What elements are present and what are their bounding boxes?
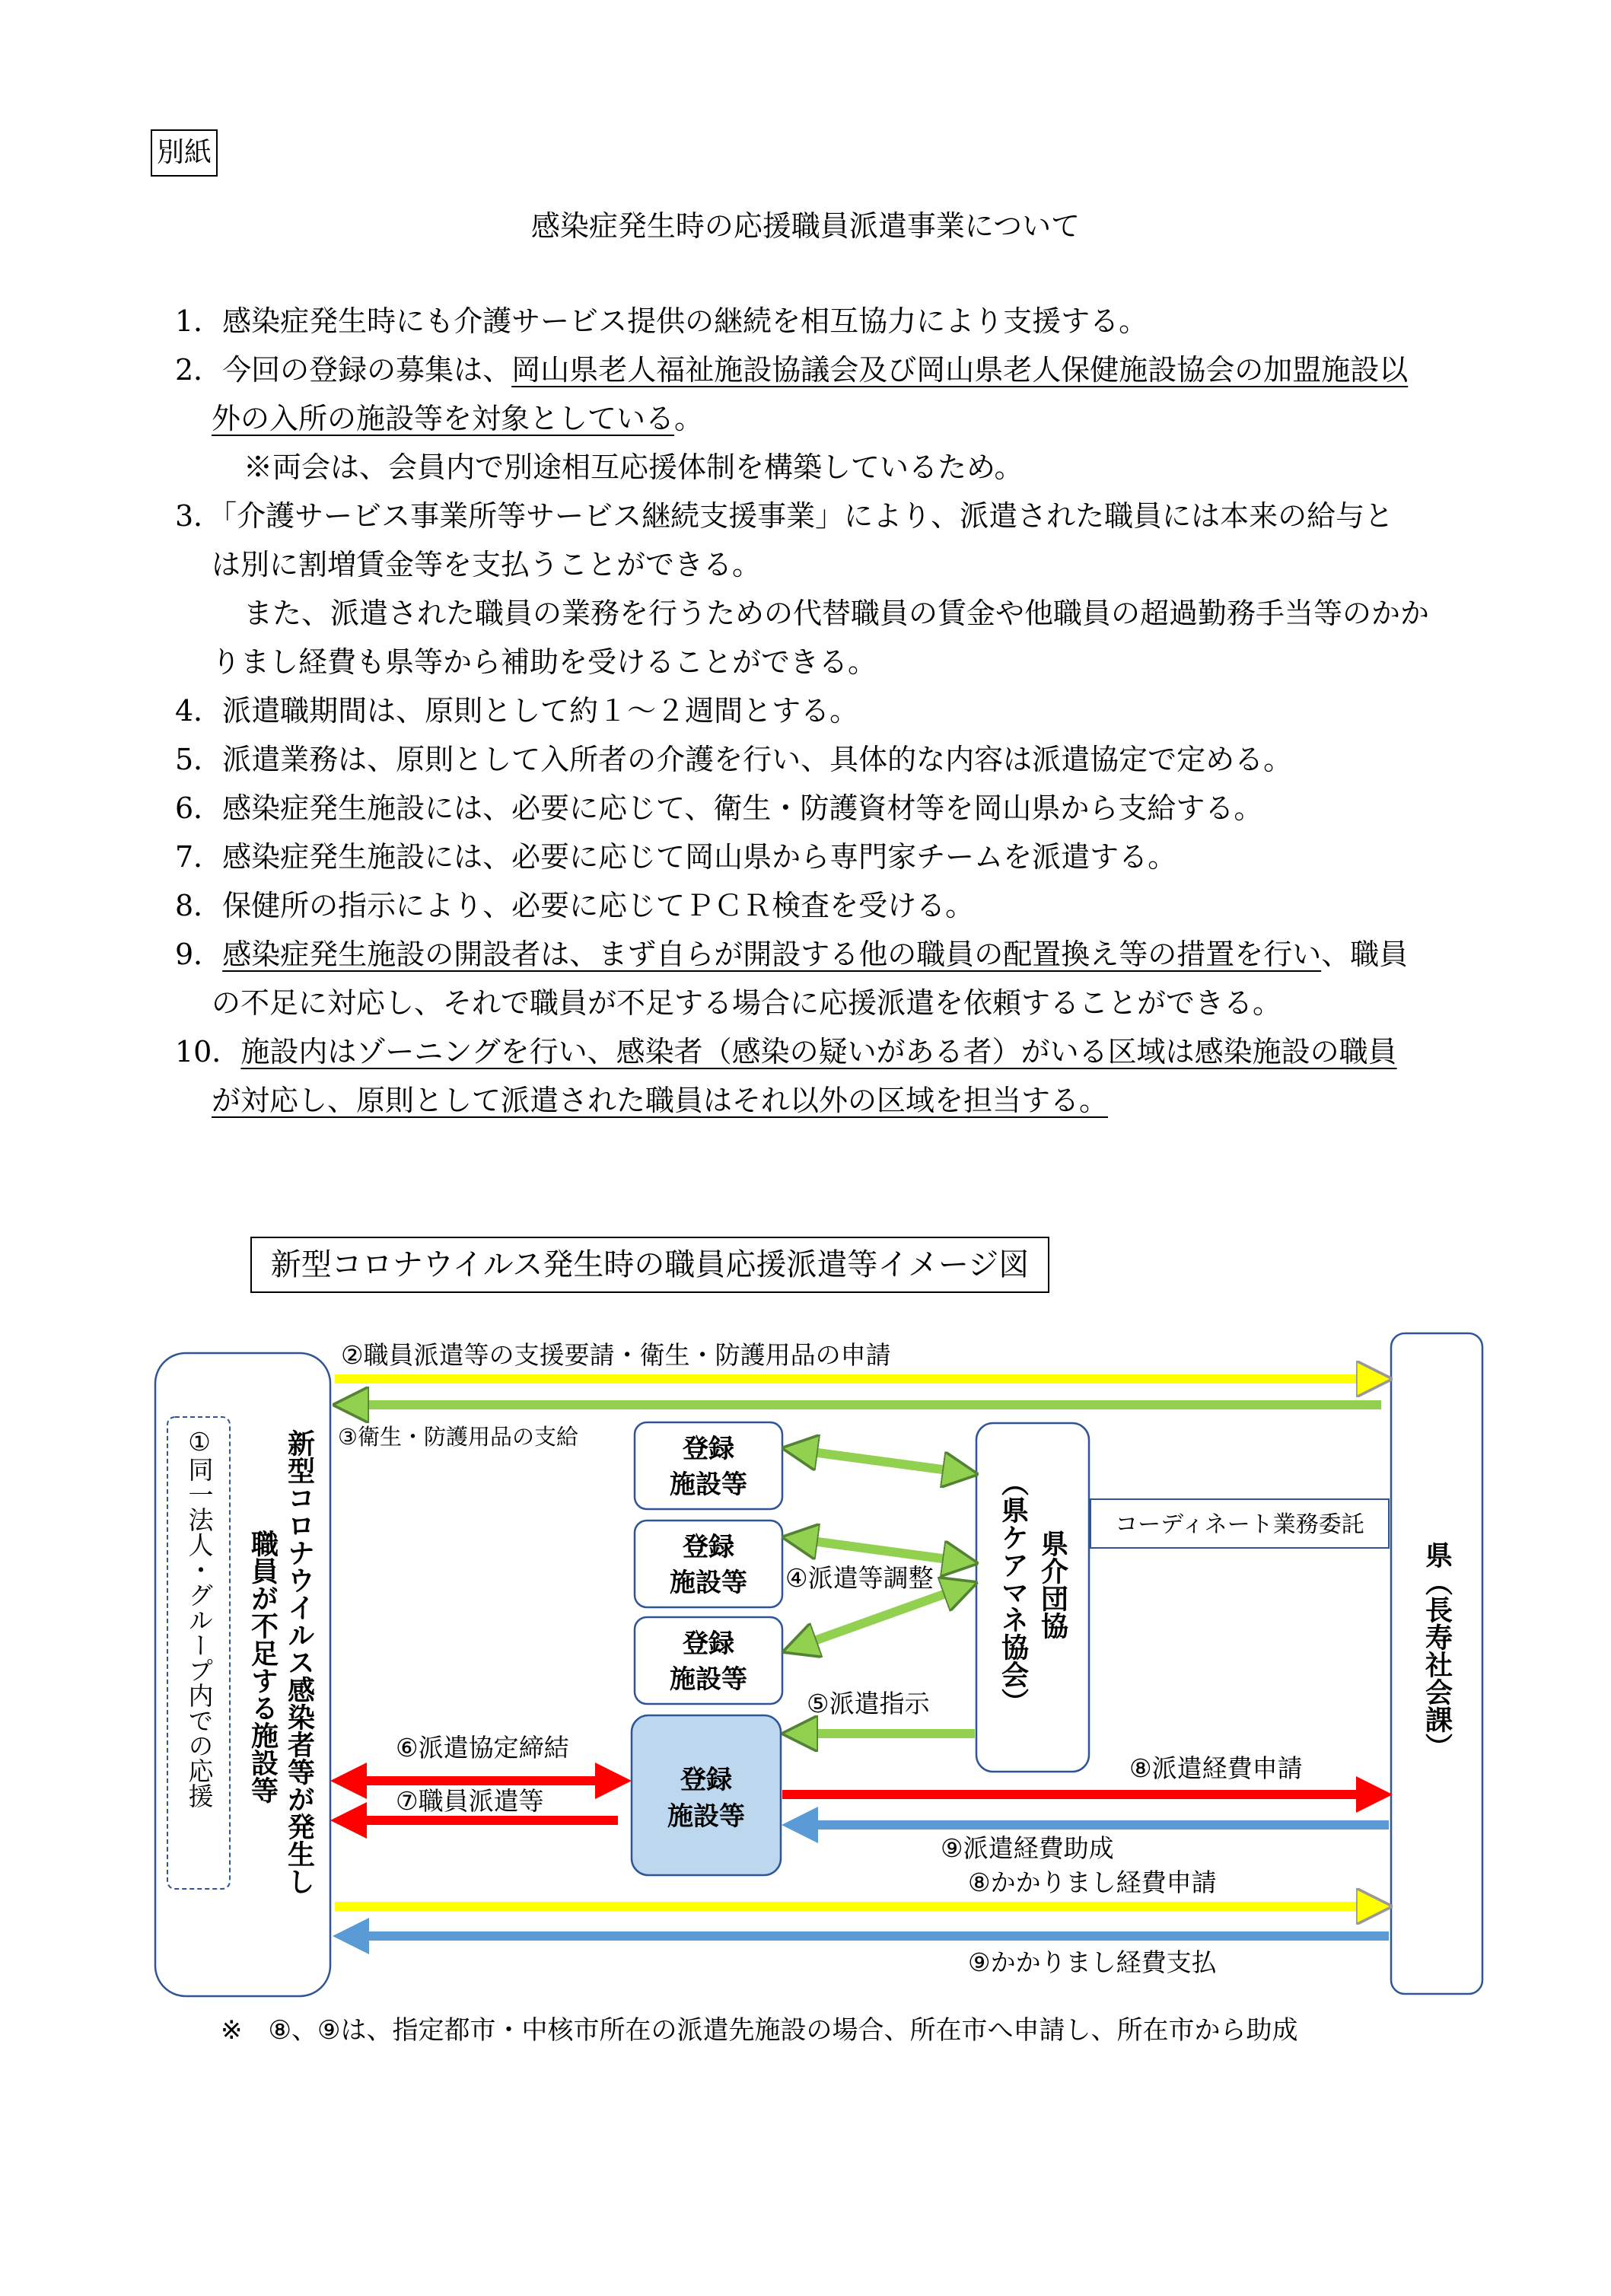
item-text: は別に割増賃金等を支払うことができる。 bbox=[212, 548, 762, 581]
item-text: りまし経費も県等から補助を受けることができる。 bbox=[212, 645, 877, 679]
arrow-4-coord-2 bbox=[795, 1539, 965, 1562]
label-a5: ⑤派遣指示 bbox=[807, 1689, 930, 1718]
reg3-line2: 施設等 bbox=[670, 1664, 747, 1695]
item-text: ※両会は、会員内で別途相互応援体制を構築しているため。 bbox=[244, 451, 1024, 484]
item-text: 2．今回の登録の募集は、 bbox=[175, 353, 512, 387]
item-text: 外の入所の施設等を対象としている bbox=[212, 402, 675, 435]
coordination-label: コーディネート業務委託 bbox=[1115, 1511, 1364, 1538]
registered-facility-dispatch bbox=[632, 1715, 781, 1875]
same-group-text: ①同一法人・グループ内での応援 bbox=[184, 1427, 215, 1808]
label-a9b: ⑨かかりまし経費支払 bbox=[968, 1947, 1217, 1977]
item-text: 6．感染症発生施設には、必要に応じて、衛生・防護資材等を岡山県から支給する。 bbox=[175, 791, 1263, 825]
prefecture-name: 県（長寿社会課） bbox=[1421, 1541, 1453, 1760]
item-text: 10． bbox=[175, 1035, 241, 1068]
reg4-line2: 施設等 bbox=[667, 1801, 745, 1832]
label-a6: ⑥派遣協定締結 bbox=[396, 1733, 569, 1763]
association-sub: （県ケアマネ協会） bbox=[997, 1469, 1029, 1715]
item-text: 1．感染症発生時にも介護サービス提供の継続を相互協力により支援する。 bbox=[175, 304, 1148, 338]
label-a8a: ⑧派遣経費申請 bbox=[1129, 1753, 1303, 1783]
label-a3: ③衛生・防護用品の支給 bbox=[338, 1424, 578, 1450]
association-name: 県介団協 bbox=[1036, 1530, 1068, 1639]
shortage-facility-text-2: 職員が不足する施設等 bbox=[247, 1530, 279, 1804]
reg1-line2: 施設等 bbox=[670, 1470, 747, 1500]
reg2-line1: 登録 bbox=[683, 1532, 734, 1562]
reg4-line1: 登録 bbox=[680, 1765, 732, 1795]
label-a4: ④派遣等調整 bbox=[785, 1563, 934, 1593]
shortage-facility-text-1: 新型コロナウイルス感染者等が発生し bbox=[283, 1429, 315, 1895]
label-a7: ⑦職員派遣等 bbox=[396, 1786, 544, 1816]
item-text: の不足に対応し、それで職員が不足する場合に応援派遣を依頼することができる。 bbox=[212, 986, 1282, 1020]
diagram-title: 新型コロナウイルス発生時の職員応援派遣等イメージ図 bbox=[250, 1237, 1049, 1293]
item-text: 。 bbox=[674, 402, 704, 435]
label-a8b: ⑧かかりまし経費申請 bbox=[968, 1868, 1217, 1897]
attachment-tag: 別紙 bbox=[151, 129, 218, 177]
item-text: 、職員 bbox=[1321, 938, 1409, 971]
item-text: が対応し、原則として派遣された職員はそれ以外の区域を担当する。 bbox=[212, 1084, 1109, 1117]
item-text: 8．保健所の指示により、必要に応じてＰＣＲ検査を受ける。 bbox=[175, 889, 975, 922]
label-a9a: ⑨派遣経費助成 bbox=[941, 1833, 1114, 1863]
item-text: 9． bbox=[175, 938, 223, 971]
reg2-line2: 施設等 bbox=[670, 1568, 747, 1598]
item-text: 施設内はゾーニングを行い、感染者（感染の疑いがある者）がいる区域は感染施設の職員 bbox=[240, 1035, 1397, 1068]
item-text: 5．派遣業務は、原則として入所者の介護を行い、具体的な内容は派遣協定で定める。 bbox=[175, 743, 1293, 776]
label-a2: ②職員派遣等の支援要請・衛生・防護用品の申請 bbox=[341, 1340, 891, 1370]
association-box bbox=[976, 1423, 1089, 1772]
item-text: また、派遣された職員の業務を行うための代替職員の賃金や他職員の超過勤務手当等のかか bbox=[244, 597, 1430, 630]
document-title: 感染症発生時の応援職員派遣事業について bbox=[530, 209, 1081, 243]
item-text: 3．「介護サービス事業所等サービス継続支援事業」により、派遣された職員には本来の給与と bbox=[175, 499, 1394, 533]
item-text: 4．派遣職期間は、原則として約１～２週間とする。 bbox=[175, 694, 859, 728]
reg1-line1: 登録 bbox=[683, 1434, 734, 1464]
reg3-line1: 登録 bbox=[683, 1629, 734, 1659]
item-text: 感染症発生施設の開設者は、まず自らが開設する他の職員の配置換え等の措置を行い bbox=[222, 938, 1322, 971]
arrow-4-coord-3 bbox=[795, 1587, 965, 1648]
arrow-4-coord-1 bbox=[795, 1450, 965, 1473]
diagram-footnote: ※ ⑧、⑨は、指定都市・中核市所在の派遣先施設の場合、所在市へ申請し、所在市から助成 bbox=[221, 2015, 1298, 2046]
item-text: 岡山県老人福祉施設協議会及び岡山県老人保健施設協会の加盟施設以 bbox=[511, 353, 1409, 387]
item-text: 7．感染症発生施設には、必要に応じて岡山県から専門家チームを派遣する。 bbox=[175, 840, 1177, 874]
